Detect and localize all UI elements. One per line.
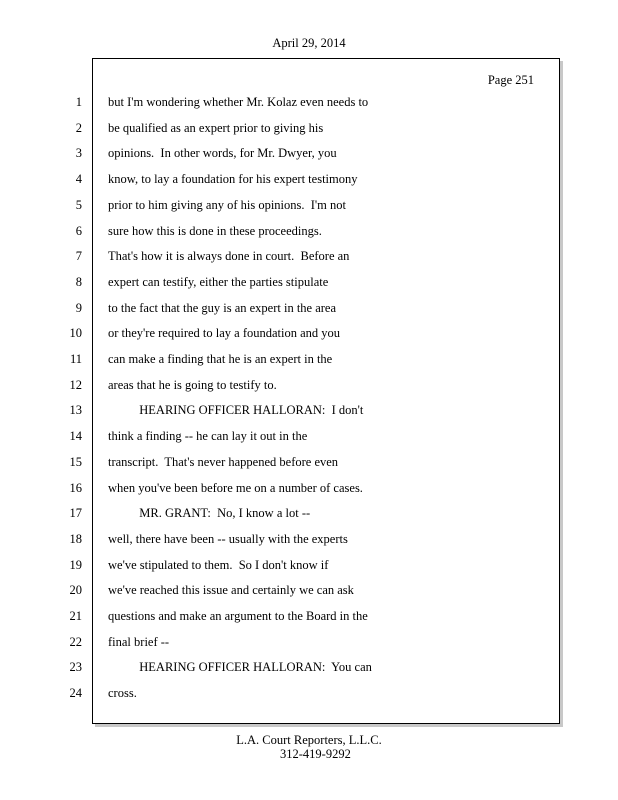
line-text: when you've been before me on a number of cases.	[108, 481, 363, 495]
line-number: 9	[75, 301, 82, 315]
line-number: 3	[75, 146, 82, 160]
line-text: HEARING OFFICER HALLORAN: You can	[108, 660, 372, 674]
line-text: prior to him giving any of his opinions. I'm not	[108, 198, 347, 212]
line-text: MR. GRANT: No, I know a lot --	[108, 506, 311, 520]
line-number: 7	[75, 249, 82, 263]
line-text: we've reached this issue and certainly we can ask	[108, 583, 354, 597]
line-number: 21	[69, 609, 82, 623]
line-text: questions and make an argument to the Board in the	[108, 609, 368, 623]
line-number: 14	[69, 429, 82, 443]
line-number: 11	[69, 352, 82, 366]
line-text: can make a finding that he is an expert in the	[108, 352, 333, 366]
line-number: 6	[75, 224, 82, 238]
line-number: 15	[69, 455, 82, 469]
line-text: expert can testify, either the parties stipulate	[108, 275, 329, 289]
line-text: sure how this is done in these proceedings.	[108, 224, 322, 238]
line-number: 22	[69, 635, 82, 649]
line-text: be qualified as an expert prior to giving his	[108, 121, 324, 135]
line-number: 5	[75, 198, 82, 212]
line-text: or they're required to lay a foundation and you	[108, 326, 341, 340]
line-number: 12	[69, 378, 82, 392]
line-number: 8	[75, 275, 82, 289]
footer-phone: 312-419-9292	[280, 747, 351, 761]
line-number: 17	[69, 506, 82, 520]
header-date: April 29, 2014	[272, 36, 346, 50]
line-number: 1	[75, 95, 82, 109]
line-text: we've stipulated to them. So I don't know if	[108, 558, 329, 572]
line-number: 13	[69, 403, 82, 417]
line-text: That's how it is always done in court. Before an	[108, 249, 350, 263]
line-number: 20	[69, 583, 82, 597]
page-number: Page 251	[487, 73, 534, 87]
line-text: HEARING OFFICER HALLORAN: I don't	[108, 403, 364, 417]
line-number: 18	[69, 532, 82, 546]
line-text: but I'm wondering whether Mr. Kolaz even needs to	[108, 95, 369, 109]
line-text: cross.	[108, 686, 137, 700]
line-number: 10	[69, 326, 82, 340]
line-text: transcript. That's never happened before even	[108, 455, 339, 469]
line-number: 16	[69, 481, 82, 495]
line-number: 2	[75, 121, 82, 135]
line-text: well, there have been -- usually with the experts	[108, 532, 348, 546]
line-text: to the fact that the guy is an expert in the area	[108, 301, 337, 315]
line-text: opinions. In other words, for Mr. Dwyer, you	[108, 146, 337, 160]
line-text: know, to lay a foundation for his expert testimony	[108, 172, 358, 186]
line-text: final brief --	[108, 635, 170, 649]
line-number: 19	[69, 558, 82, 572]
line-text: think a finding -- he can lay it out in the	[108, 429, 308, 443]
footer-company: L.A. Court Reporters, L.L.C.	[236, 733, 382, 747]
line-number: 24	[69, 686, 82, 700]
line-number: 23	[69, 660, 82, 674]
line-text: areas that he is going to testify to.	[108, 378, 277, 392]
line-number: 4	[75, 172, 82, 186]
